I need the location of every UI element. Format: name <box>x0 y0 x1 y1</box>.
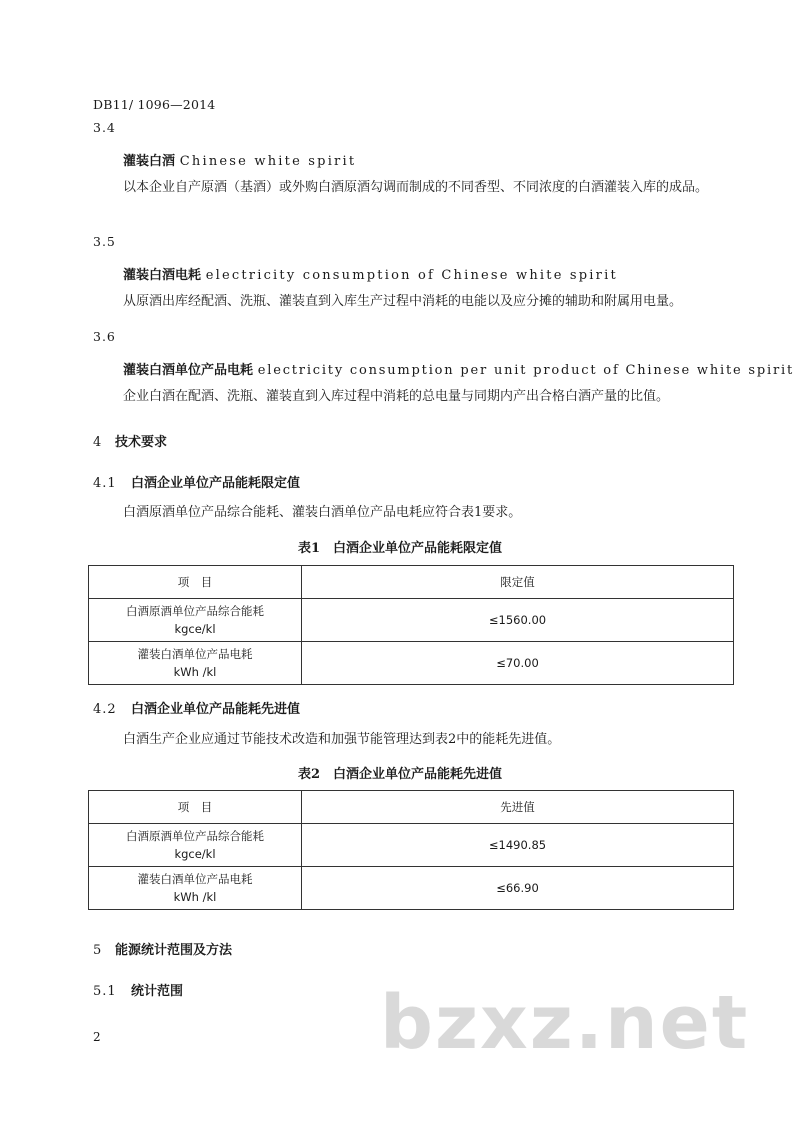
table-row <box>89 824 734 867</box>
table-cell-item: 白酒原酒单位产品综合能耗 kgce/kl <box>89 599 302 642</box>
watermark-logo: bzxz.net <box>380 980 750 1066</box>
term-cn: 灌装白酒电耗 <box>123 268 202 283</box>
section-5-1-heading: 5.1 统计范围 <box>93 984 184 999</box>
term-en: electricity consumption per unit product of Chinese white spirit <box>257 363 794 378</box>
table-1 <box>88 565 734 685</box>
section-4-2-paragraph: 白酒生产企业应通过节能技术改造和加强节能管理达到表2中的能耗先进值。 <box>123 732 561 747</box>
term-cn: 灌装白酒 <box>123 154 176 169</box>
term-3-4 <box>123 150 356 169</box>
table-row <box>89 642 734 685</box>
term-3-6 <box>123 359 794 378</box>
section-4-1-heading: 4.1 白酒企业单位产品能耗限定值 <box>93 476 301 491</box>
section-5-heading: 5 能源统计范围及方法 <box>93 943 233 958</box>
table-cell-value: ≤66.90 <box>302 867 734 910</box>
clause-number-3-5: 3.5 <box>93 234 116 249</box>
table-cell-value: ≤1560.00 <box>302 599 734 642</box>
clause-number-3-6: 3.6 <box>93 329 116 344</box>
definition-3-4: 以本企业自产原酒（基酒）或外购白酒原酒勾调而制成的不同香型、不同浓度的白酒灌装入库的成品。 <box>123 180 709 195</box>
term-en: electricity consumption of Chinese white spirit <box>205 268 618 283</box>
table-cell-item: 灌装白酒单位产品电耗 kWh /kl <box>89 867 302 910</box>
table-2 <box>88 790 734 910</box>
table-cell-item: 白酒原酒单位产品综合能耗 kgce/kl <box>89 824 302 867</box>
section-4-2-heading: 4.2 白酒企业单位产品能耗先进值 <box>93 702 301 717</box>
term-3-5 <box>123 264 618 283</box>
term-en: Chinese white spirit <box>179 154 357 169</box>
table-cell-value: ≤1490.85 <box>302 824 734 867</box>
definition-3-5: 从原酒出库经配酒、洗瓶、灌装直到入库生产过程中消耗的电能以及应分摊的辅助和附属用电量。 <box>123 294 683 309</box>
table-1-header-item: 项 目 <box>89 566 302 599</box>
table-2-header-item: 项 目 <box>89 791 302 824</box>
section-4-heading: 4 技术要求 <box>93 435 168 450</box>
table-1-header-value: 限定值 <box>302 566 734 599</box>
table-cell-item: 灌装白酒单位产品电耗 kWh /kl <box>89 642 302 685</box>
table-row <box>89 599 734 642</box>
definition-3-6: 企业白酒在配酒、洗瓶、灌装直到入库过程中消耗的总电量与同期内产出合格白酒产量的比值。 <box>123 389 670 404</box>
section-4-1-paragraph: 白酒原酒单位产品综合能耗、灌装白酒单位产品电耗应符合表1要求。 <box>123 505 522 520</box>
table-2-header-value: 先进值 <box>302 791 734 824</box>
table-1-caption: 表1 白酒企业单位产品能耗限定值 <box>297 541 503 556</box>
table-row <box>89 867 734 910</box>
page-number: 2 <box>93 1030 101 1044</box>
table-2-caption: 表2 白酒企业单位产品能耗先进值 <box>297 767 503 782</box>
term-cn: 灌装白酒单位产品电耗 <box>123 363 254 378</box>
table-cell-value: ≤70.00 <box>302 642 734 685</box>
document-header: DB11/ 1096—2014 <box>93 97 216 112</box>
clause-number-3-4: 3.4 <box>93 120 116 135</box>
